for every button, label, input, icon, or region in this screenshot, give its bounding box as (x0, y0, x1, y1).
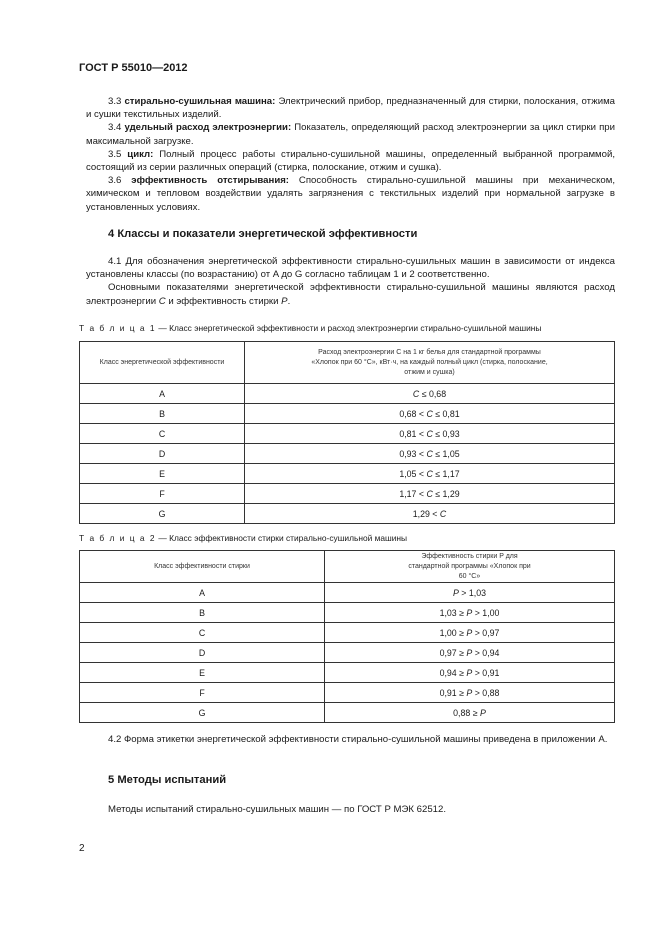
table-2 (79, 550, 615, 723)
table-row (80, 663, 615, 683)
paragraph-4-1-indicators: Основными показателями энергетической эффективности стирально-сушильной машины являются расход электроэнергии C и эффективность стирки P. (86, 282, 615, 307)
table-cell: B (80, 603, 325, 623)
table-row (80, 404, 615, 424)
table-cell: C ≤ 0,68 (245, 384, 615, 404)
table-cell: G (80, 703, 325, 723)
table-row (80, 444, 615, 464)
table-cell: 0,94 ≥ P > 0,91 (325, 663, 615, 683)
table-cell: F (80, 484, 245, 504)
table-cell: A (80, 583, 325, 603)
table-cell: P > 1,03 (325, 583, 615, 603)
definition-3-4: 3.4 удельный расход электроэнергии: Показатель, определяющий расход электроэнергии за цикл стирки при максимальной загрузке. (86, 122, 615, 147)
section-5-text: Методы испытаний стирально-сушильных машин — по ГОСТ Р МЭК 62512. (108, 804, 446, 815)
table-cell: D (80, 444, 245, 464)
table-row (80, 424, 615, 444)
table-2-header-class: Класс эффективности стирки (80, 551, 325, 583)
table-1 (79, 341, 615, 524)
table-cell: 0,91 ≥ P > 0,88 (325, 683, 615, 703)
table-cell: C (80, 424, 245, 444)
table-cell: F (80, 683, 325, 703)
table-cell: D (80, 643, 325, 663)
table-row (80, 623, 615, 643)
page-number: 2 (79, 843, 85, 854)
table-cell: 0,88 ≥ P (325, 703, 615, 723)
table-row (80, 583, 615, 603)
table-row (80, 603, 615, 623)
section-5-title: 5 Методы испытаний (108, 774, 227, 786)
table-cell: 1,29 < C (245, 504, 615, 524)
table-cell: G (80, 504, 245, 524)
paragraph-4-2-block (86, 733, 615, 746)
table-row (80, 703, 615, 723)
table-row (80, 683, 615, 703)
section-5-block (86, 803, 615, 816)
table-cell: 0,93 < C ≤ 1,05 (245, 444, 615, 464)
table-1-caption: Т а б л и ц а 1 — Класс энергетической эффективности и расход электроэнергии стирально-сушильной машины (79, 323, 542, 333)
table-cell: C (80, 623, 325, 643)
table-cell: 1,00 ≥ P > 0,97 (325, 623, 615, 643)
table-cell: 1,17 < C ≤ 1,29 (245, 484, 615, 504)
section-4-title: 4 Классы и показатели энергетической эффективности (108, 228, 418, 240)
definition-3-6: 3.6 эффективность отстирывания: Способность стирально-сушильной машины при механическом, химическом и тепловом воздействии удалять загрязнения с текстильных изделий при нормальной загрузке в установленных условиях. (86, 175, 615, 213)
table-row (80, 464, 615, 484)
table-cell: 0,68 < C ≤ 0,81 (245, 404, 615, 424)
table-cell: E (80, 663, 325, 683)
definition-3-5: 3.5 цикл: Полный процесс работы стирально-сушильной машины, определенный выбранной программой, состоящий из серии различных операций (стирка, полоскание, отжим и сушка). (86, 148, 615, 174)
table-1-header-class: Класс энергетической эффективности (80, 342, 245, 384)
definition-3-3: 3.3 стирально-сушильная машина: Электрический прибор, предназначенный для стирки, полоскания, отжима и сушки текстильных изделий. (86, 96, 615, 121)
document-header: ГОСТ Р 55010—2012 (79, 62, 188, 74)
table-row (80, 484, 615, 504)
section-4-text (86, 255, 615, 308)
table-cell: 0,97 ≥ P > 0,94 (325, 643, 615, 663)
table-cell: B (80, 404, 245, 424)
table-row (80, 643, 615, 663)
table-cell: 0,81 < C ≤ 0,93 (245, 424, 615, 444)
table-cell: 1,05 < C ≤ 1,17 (245, 464, 615, 484)
table-2-caption: Т а б л и ц а 2 — Класс эффективности стирки стирально-сушильной машины (79, 533, 408, 543)
paragraph-4-1: 4.1 Для обозначения энергетической эффективности стирально-сушильных машин в зависимости от индекса установлены классы (по возрастанию) от A до G согласно таблицам 1 и 2 соответственно. (86, 256, 615, 281)
table-row (80, 504, 615, 524)
paragraph-4-2: 4.2 Форма этикетки энергетической эффективности стирально-сушильной машины приведена в приложении А. (108, 734, 608, 745)
table-cell: 1,03 ≥ P > 1,00 (325, 603, 615, 623)
table-cell: E (80, 464, 245, 484)
table-row (80, 384, 615, 404)
table-cell: A (80, 384, 245, 404)
definitions-block (86, 95, 615, 214)
table-1-header-consumption: Расход электроэнергии C на 1 кг белья для стандартной программы «Хлопок при 60 °С», кВт·ч, на каждый полный цикл (стирка, полоскание, отжим и сушка) (245, 342, 615, 384)
table-2-header-efficiency: Эффективность стирки P для стандартной программы «Хлопок при 60 °С» (325, 551, 615, 583)
